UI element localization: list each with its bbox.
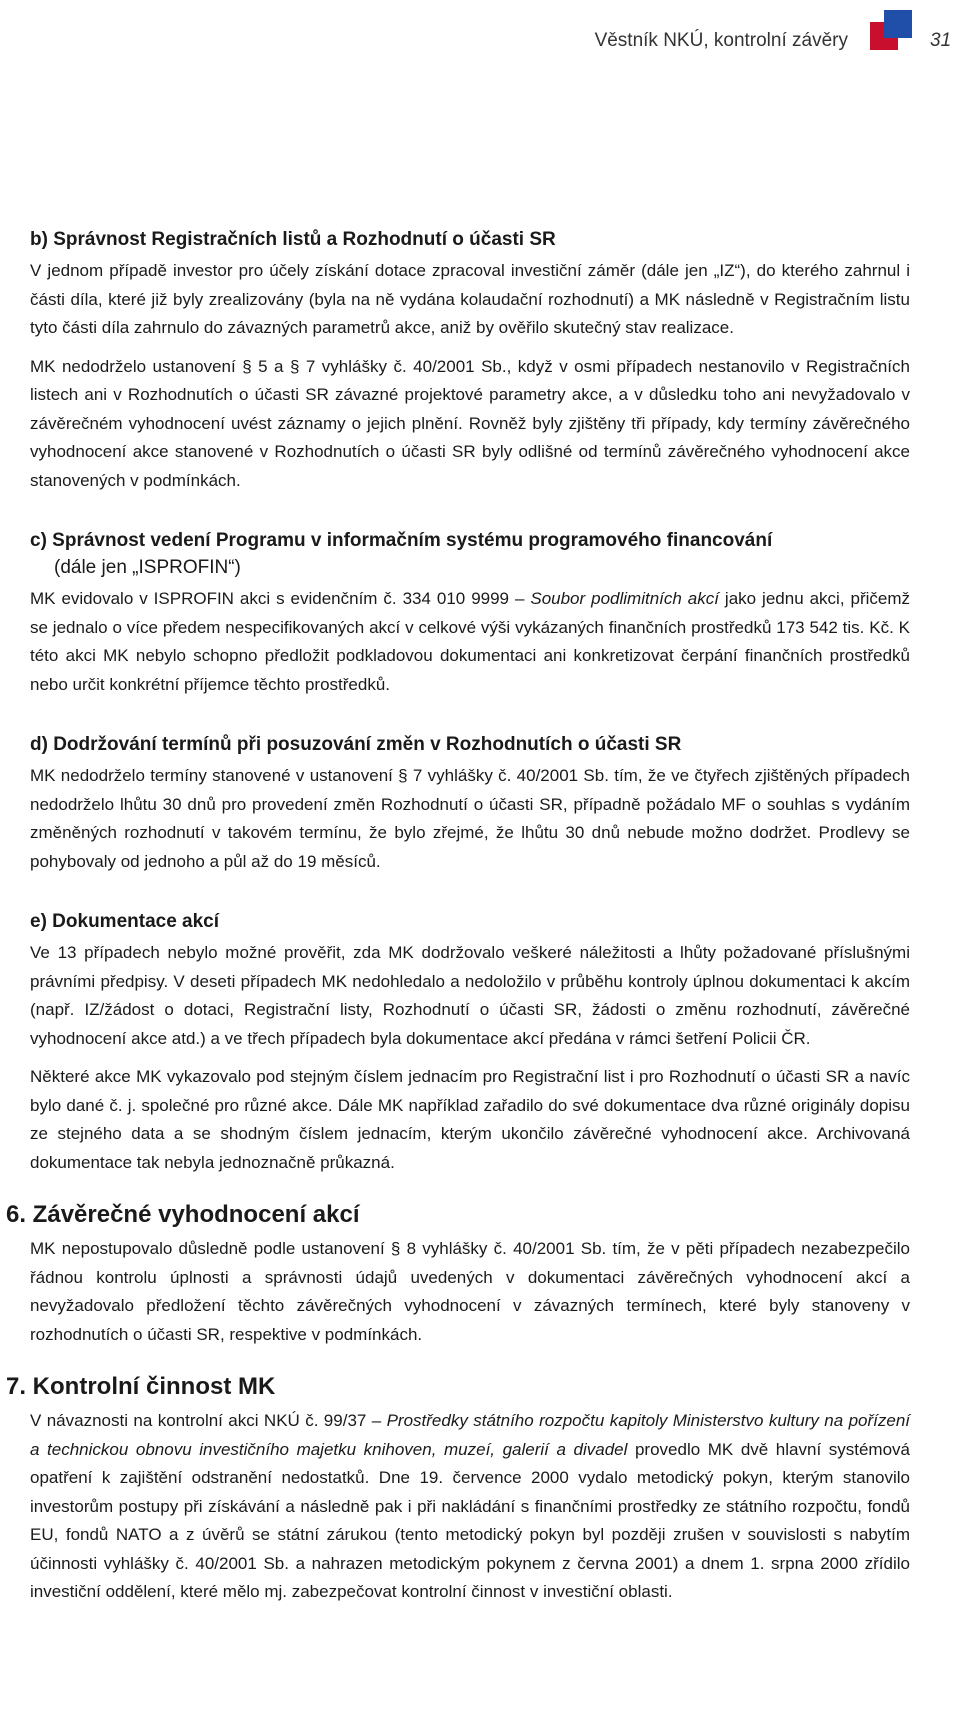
section-7-text-b: provedlo MK dvě hlavní systémová opatření k zajištění odstranění nedostatků. Dne 19. července 2000 vydalo metodický pokyn, kterým stanovilo investorům postupy při získávání a následně pak i při nakládání s finančními prostředky ze státního rozpočtu, fondů EU, fondů NATO a z úvěrů se státní zárukou (tento metodický pokyn byl později zrušen v souvislosti s nabytím účinnosti vyhlášky č. 40/2001 Sb. a nahrazen metodickým pokynem z června 2001) a dnem 1. srpna 2000 zřídilo investiční oddělení, které mělo mj. zabezpečovat kontrolní činnost v investiční oblasti. — [30, 1439, 910, 1601]
section-c-heading-main: c) Správnost vedení Programu v informačním systému programového financování — [30, 530, 773, 551]
section-c-text-a: MK evidovalo v ISPROFIN akci s evidenčním č. 334 010 9999 – — [30, 589, 531, 608]
section-b-heading: b) Správnost Registračních listů a Rozhodnutí o účasti SR — [30, 229, 556, 250]
section-7-heading: 7. Kontrolní činnost MK — [6, 1373, 276, 1400]
section-7-text-a: V návaznosti na kontrolní akci NKÚ č. 99/37 – — [30, 1411, 387, 1430]
section-b-paragraph-1: V jednom případě investor pro účely získání dotace zpracoval investiční záměr (dále jen „IZ“), do kterého zahrnul i části díla, které již byly zrealizovány (byla na ně vydána kolaudační rozhodnutí) a MK následně v Registračním listu tyto části díla zahrnulo do závazných parametrů akce, aniž by ověřilo skutečný stav realizace. — [30, 261, 910, 337]
section-e-paragraph-2: Některé akce MK vykazovalo pod stejným číslem jednacím pro Registrační list i pro Rozhodnutí o účasti SR a navíc bylo dané č. j. společné pro různé akce. Dále MK například zařadilo do své dokumentace dva různé originály dopisu ze stejného data a se shodným číslem jednacím, kterým ukončilo závěrečné vyhodnocení akce. Archivovaná dokumentace tak nebyla jednoznačně průkazná. — [30, 1067, 910, 1172]
section-7-text-italic: Prostředky státního rozpočtu kapitoly Ministerstvo kultury na pořízení a technickou obnovu investičního majetku knihoven, muzeí, galerií a divadel — [30, 1411, 911, 1459]
section-d-paragraph-1: MK nedodrželo termíny stanovené v ustanovení § 7 vyhlášky č. 40/2001 Sb. tím, že ve čtyřech zjištěných případech nedodrželo lhůtu 30 dnů pro provedení změn Rozhodnutí o účasti SR, případně požádalo MF o souhlas s vydáním změněných rozhodnutí v takovém termínu, že bylo zřejmé, že lhůtu 30 dnů nebude možno dodržet. Prodlevy se pohybovaly od jednoho a půl až do 19 měsíců. — [30, 766, 910, 871]
section-6-paragraph-1: MK nepostupovalo důsledně podle ustanovení § 8 vyhlášky č. 40/2001 Sb. tím, že v pěti případech nezabezpečilo řádnou kontrolu úplnosti a správnosti údajů uvedených v dokumentaci závěrečných vyhodnocení akcí a nevyžadovalo předložení těchto závěrečných vyhodnocení v závazných termínech, které byly stanoveny v rozhodnutích o účasti SR, respektive v podmínkách. — [30, 1239, 910, 1344]
section-c-heading — [30, 527, 910, 581]
page-number: 31 — [930, 30, 952, 51]
page-content — [6, 226, 911, 1617]
section-6-heading: 6. Závěrečné vyhodnocení akcí — [6, 1201, 360, 1228]
section-b-paragraph-2: MK nedodrželo ustanovení § 5 a § 7 vyhlášky č. 40/2001 Sb., když v osmi případech nestanovilo v Registračních listech ani v Rozhodnutích o účasti SR závazné projektové parametry akce, a v důsledku toho ani nevyžadovalo v závěrečném vyhodnocení uvést záznamy o jejich plnění. Rovněž byly zjištěny tři případy, kdy termíny závěrečného vyhodnocení akce stanovené v Rozhodnutích o účasti SR byly odlišné od termínů závěrečného vyhodnocení akce stanovených v podmínkách. — [30, 356, 910, 490]
section-c-text-italic: Soubor podlimitních akcí — [530, 589, 719, 608]
section-d-heading: d) Dodržování termínů při posuzování změn v Rozhodnutích o účasti SR — [30, 734, 682, 755]
section-c-text-b: jako jednu akci, přičemž se jednalo o více předem nespecifikovaných akcí v celkové výši vykázaných finančních prostředků 173 542 tis. Kč. K této akci MK nebylo schopno předložit podkladovou dokumentaci ani konkretizovat čerpání finančních prostředků nebo určit konkrétní příjemce těchto prostředků. — [30, 589, 910, 694]
section-c-paragraph-1 — [30, 585, 910, 699]
page-header — [0, 28, 960, 68]
section-7-paragraph-1 — [30, 1407, 910, 1607]
section-c-heading-cont: (dále jen „ISPROFIN“) — [54, 557, 241, 578]
nku-logo-icon — [870, 10, 912, 50]
section-e-heading: e) Dokumentace akcí — [30, 911, 220, 932]
section-e-paragraph-1: Ve 13 případech nebylo možné prověřit, zda MK dodržovalo veškeré náležitosti a lhůty požadované příslušnými právními předpisy. V deseti případech MK nedohledalo a nedoložilo v průběhu kontroly úplnou dokumentaci k akcím (např. IZ/žádost o dotaci, Registrační listy, Rozhodnutí o účasti SR, žádosti o změnu rozhodnutí, závěrečné vyhodnocení akce atd.) a ve třech případech byla dokumentace akcí předána v rámci šetření Policii ČR. — [30, 943, 910, 1048]
journal-title: Věstník NKÚ, kontrolní závěry — [594, 30, 848, 51]
